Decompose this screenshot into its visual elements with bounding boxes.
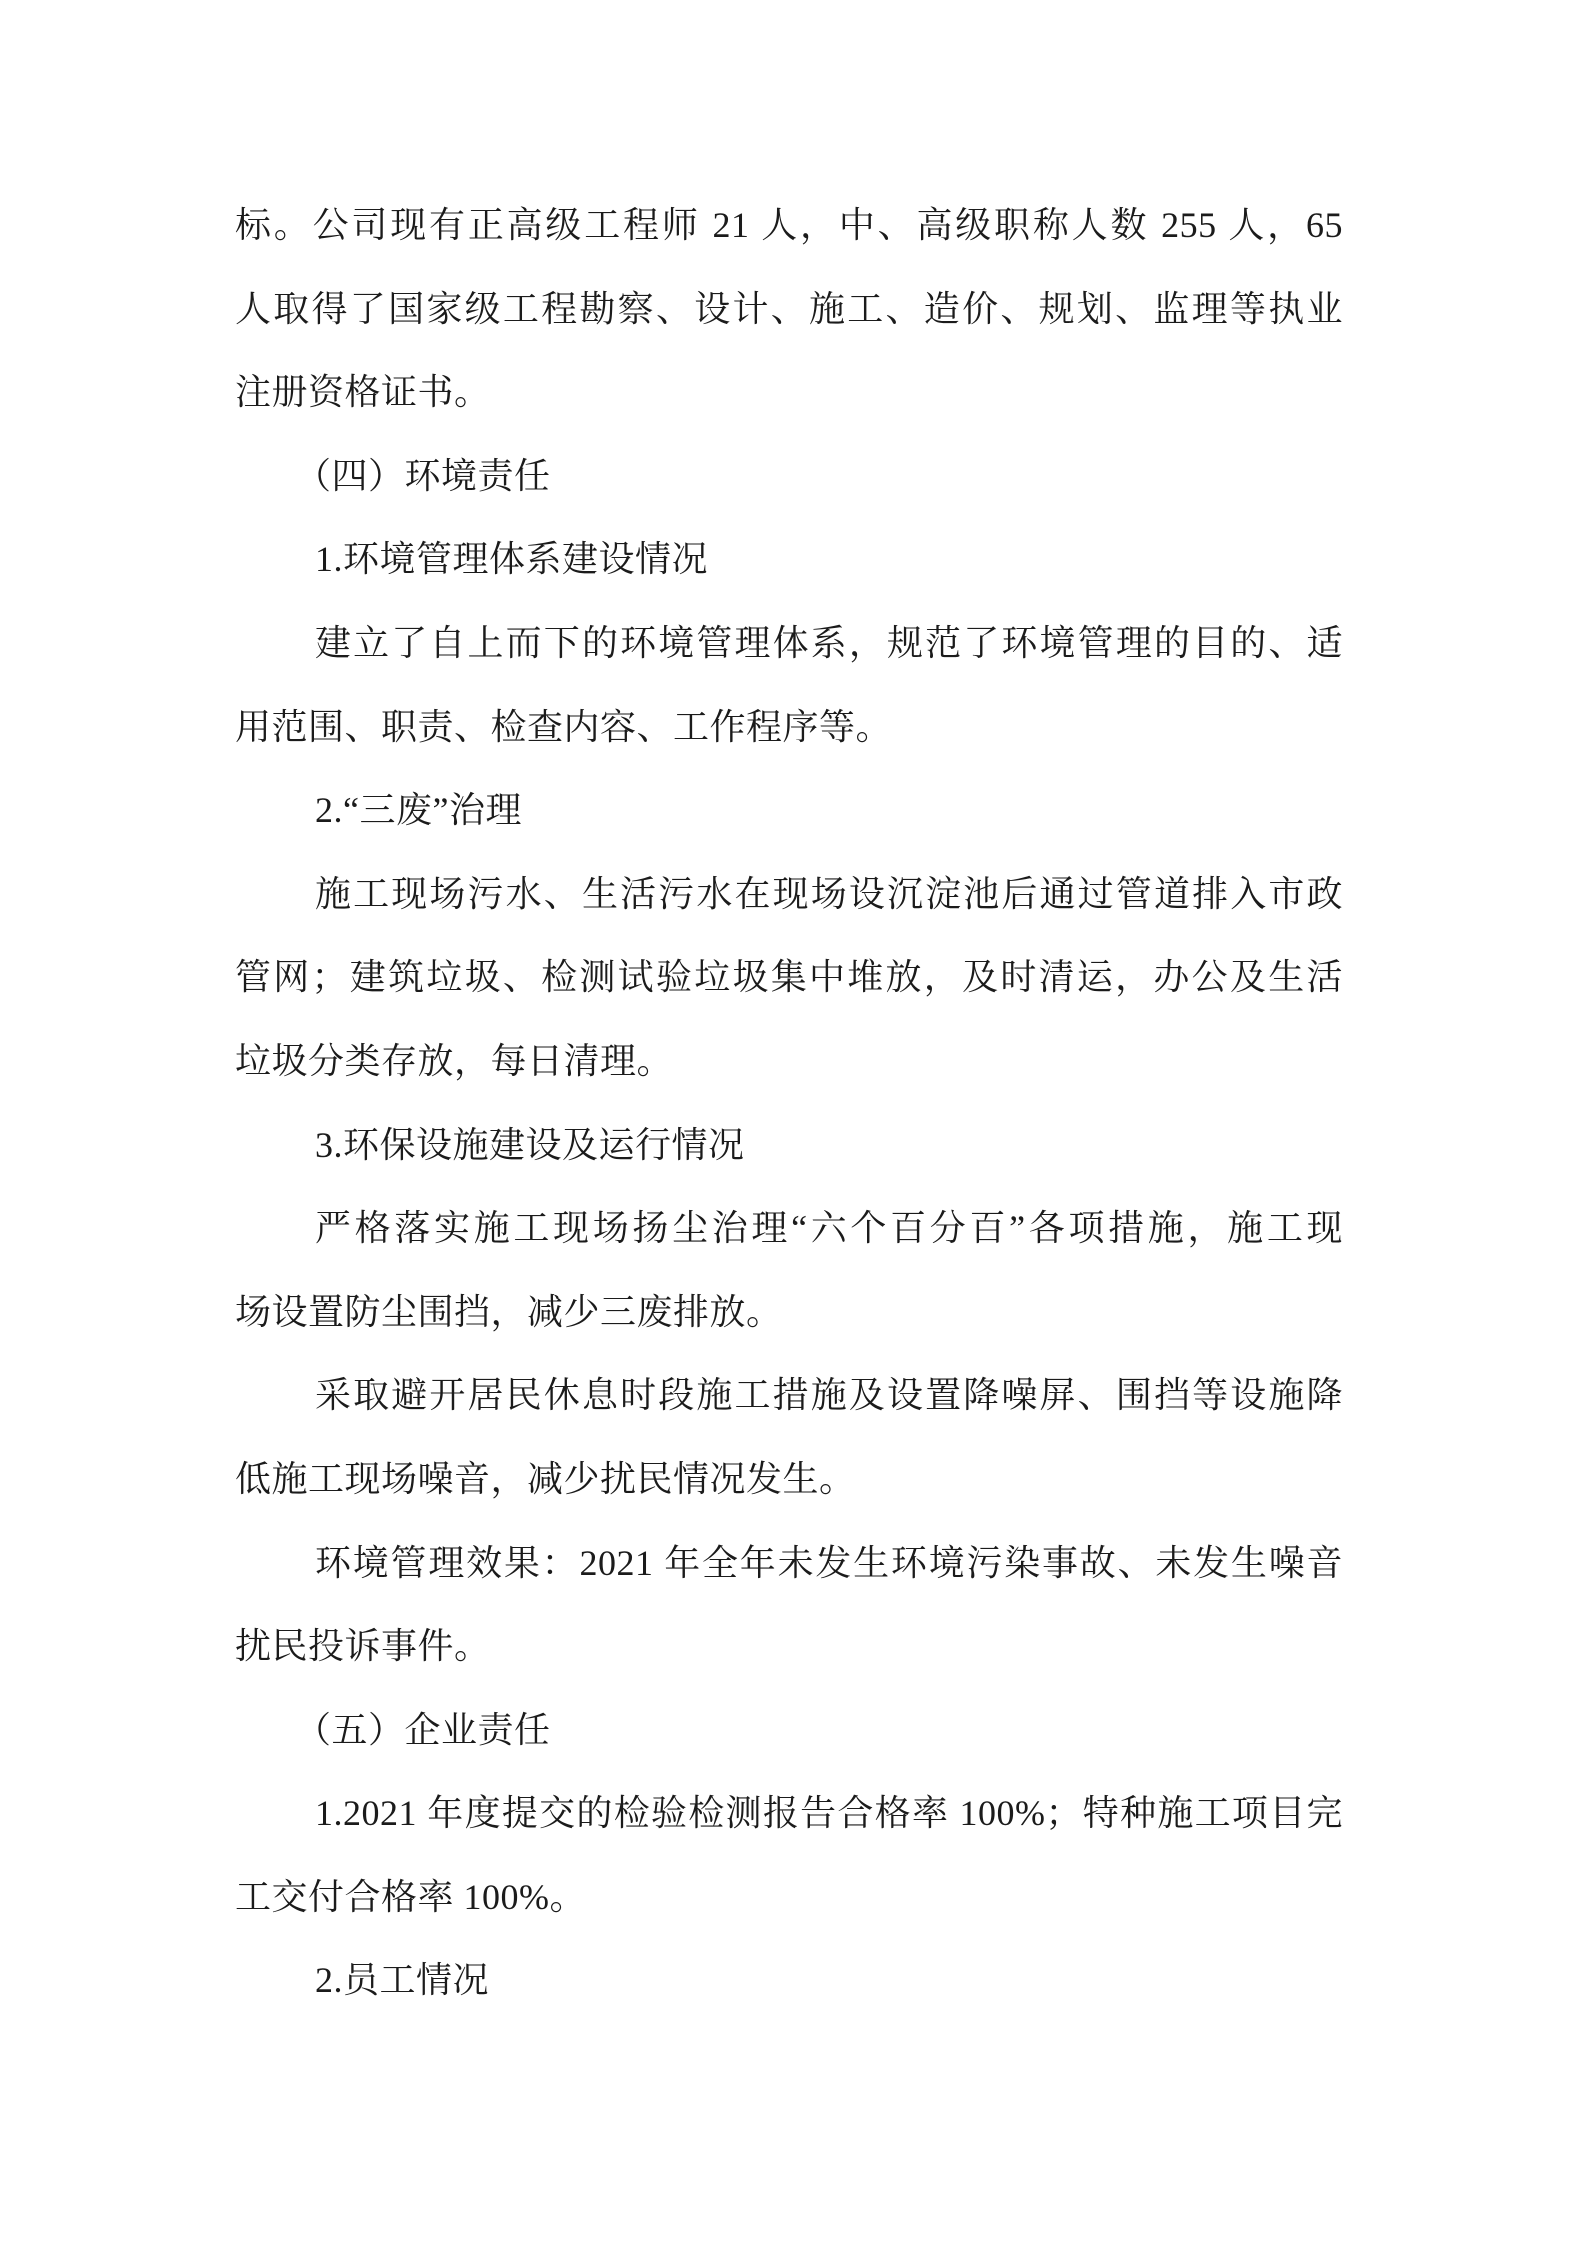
text-line: 人取得了国家级工程勘察、设计、施工、造价、规划、监理等执业	[235, 288, 1343, 329]
text-line: 建立了自上而下的环境管理体系，规范了环境管理的目的、适	[315, 622, 1343, 663]
text-line: 2.员工情况	[315, 1960, 490, 2001]
document-body	[235, 184, 1343, 2023]
text-line: 标。公司现有正高级工程师 21 人，中、高级职称人数 255 人，65	[235, 205, 1343, 245]
text-line: 环境管理效果：2021 年全年未发生环境污染事故、未发生噪音	[315, 1542, 1343, 1583]
text-line: 2.“三废”治理	[315, 790, 522, 831]
text-line: 场设置防尘围挡，减少三废排放。	[235, 1291, 783, 1332]
text-line: （五）企业责任	[295, 1709, 551, 1750]
text-line: 严格落实施工现场扬尘治理“六个百分百”各项措施，施工现	[315, 1208, 1343, 1249]
text-line: 低施工现场噪音，减少扰民情况发生。	[235, 1458, 856, 1499]
text-line: 注册资格证书。	[235, 372, 491, 413]
text-line: 1.环境管理体系建设情况	[315, 539, 709, 580]
text-line: 1.2021 年度提交的检验检测报告合格率 100%；特种施工项目完	[315, 1793, 1343, 1834]
text-line: 采取避开居民休息时段施工措施及设置降噪屏、围挡等设施降	[315, 1375, 1343, 1416]
text-line: 管网；建筑垃圾、检测试验垃圾集中堆放，及时清运，办公及生活	[235, 957, 1343, 998]
text-line: 3.环保设施建设及运行情况	[315, 1124, 745, 1165]
text-line: 工交付合格率 100%。	[235, 1876, 586, 1917]
text-line: （四）环境责任	[295, 455, 551, 496]
text-line: 垃圾分类存放，每日清理。	[235, 1040, 674, 1081]
text-line: 用范围、职责、检查内容、工作程序等。	[235, 706, 893, 747]
text-line: 扰民投诉事件。	[235, 1626, 491, 1667]
text-line: 施工现场污水、生活污水在现场设沉淀池后通过管道排入市政	[315, 873, 1343, 914]
